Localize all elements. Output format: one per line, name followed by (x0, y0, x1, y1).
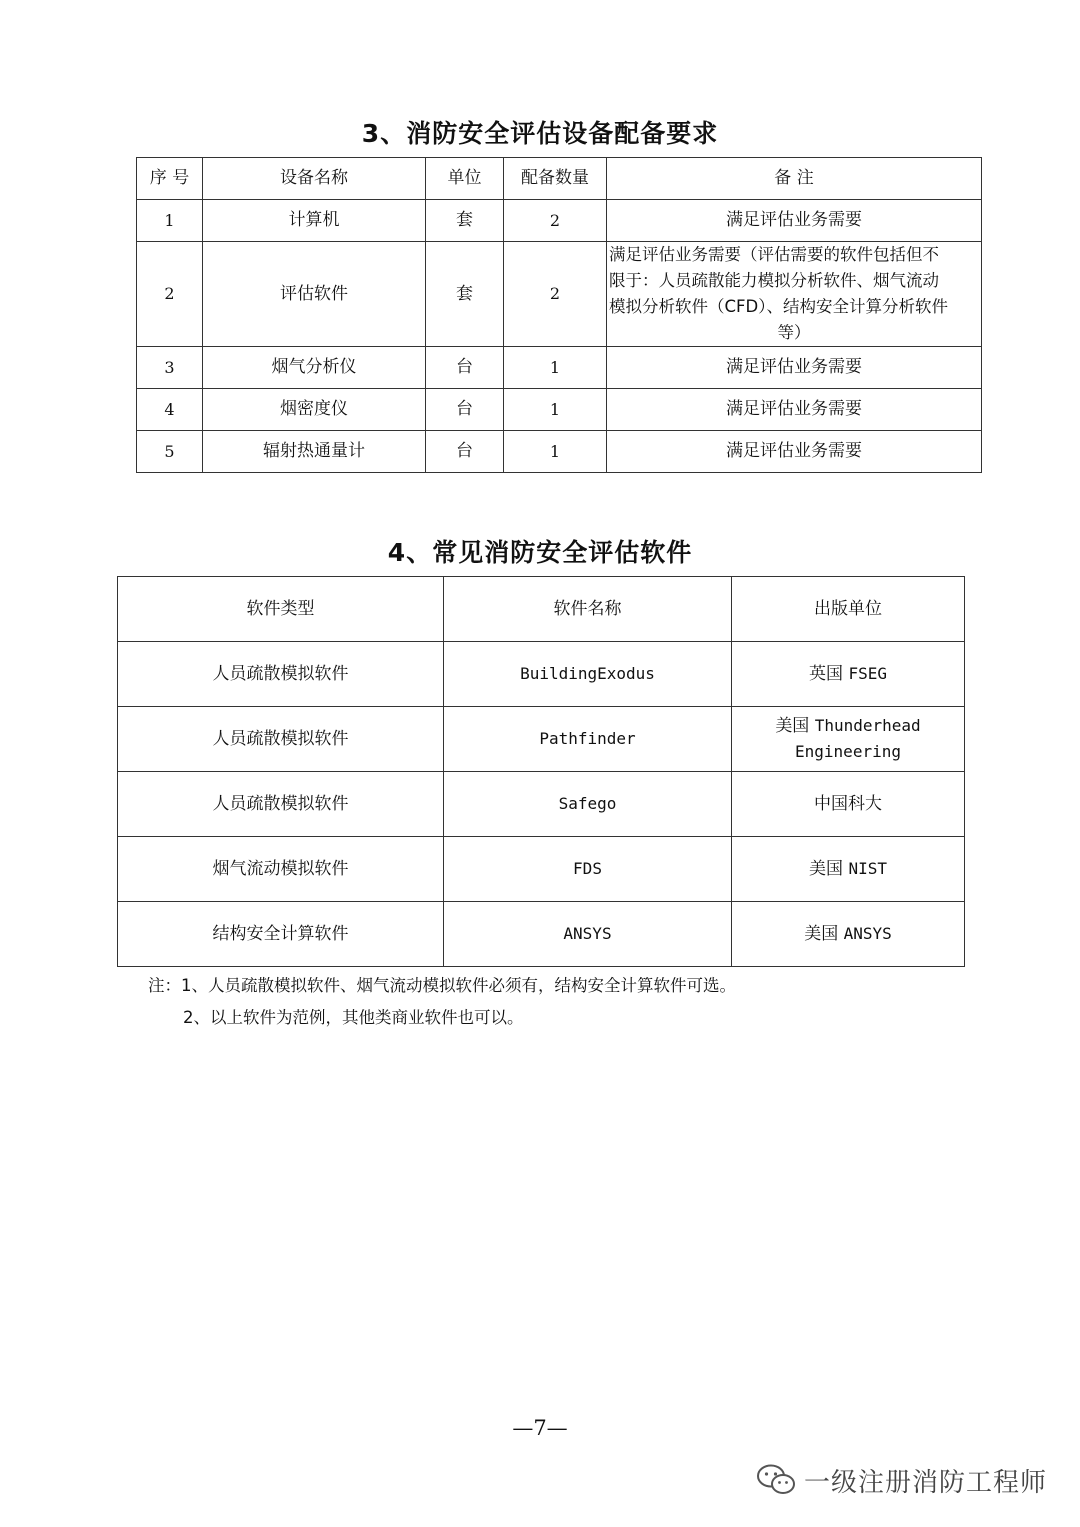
publisher-org: Thunderhead (814, 716, 921, 735)
cell-software-type: 结构安全计算软件 (118, 902, 444, 967)
cell-software-name: Safego (444, 772, 732, 837)
cell-no: 2 (137, 242, 203, 347)
cell-publisher (732, 837, 965, 902)
table-row (118, 837, 965, 902)
header-remark: 备 注 (607, 158, 982, 200)
header-device-name: 设备名称 (203, 158, 426, 200)
cell-unit: 台 (426, 389, 504, 431)
wechat-icon (756, 1463, 796, 1497)
remark-line: 等） (777, 323, 811, 342)
note-1: 注：1、人员疏散模拟软件、烟气流动模拟软件必须有，结构安全计算软件可选。 (148, 976, 736, 995)
watermark-text: 一级注册消防工程师 (804, 1467, 1048, 1498)
cell-no: 3 (137, 347, 203, 389)
publisher-org: ANSYS (843, 923, 892, 943)
cell-software-name: FDS (444, 837, 732, 902)
header-unit: 单位 (426, 158, 504, 200)
cell-quantity: 2 (504, 242, 607, 347)
cell-remark (607, 242, 982, 347)
publisher-country: 中国科大 (814, 793, 882, 814)
table-row (118, 772, 965, 837)
table-row (137, 347, 982, 389)
cell-unit: 台 (426, 431, 504, 473)
note-2: 2、以上软件为范例，其他类商业软件也可以。 (183, 1008, 524, 1027)
publisher-country: 美国 (804, 923, 839, 944)
publisher-country: 美国 (809, 858, 844, 879)
section4-title: 4、常见消防安全评估软件 (387, 538, 693, 567)
table-row (118, 642, 965, 707)
publisher-org: NIST (848, 858, 887, 878)
watermark (756, 1460, 1047, 1500)
cell-software-name: Pathfinder (444, 707, 732, 772)
cell-unit: 套 (426, 200, 504, 242)
cell-remark: 满足评估业务需要 (607, 431, 982, 473)
page-number: —7— (512, 1416, 568, 1440)
cell-unit: 套 (426, 242, 504, 347)
cell-software-type: 烟气流动模拟软件 (118, 837, 444, 902)
table-row (118, 707, 965, 772)
table-header-row (137, 158, 982, 200)
header-software-type: 软件类型 (118, 577, 444, 642)
header-software-name: 软件名称 (444, 577, 732, 642)
table-row (137, 200, 982, 242)
header-quantity: 配备数量 (504, 158, 607, 200)
publisher-org: FSEG (848, 663, 887, 683)
cell-device-name: 计算机 (203, 200, 426, 242)
equipment-table (136, 157, 982, 473)
cell-device-name: 烟气分析仪 (203, 347, 426, 389)
cell-quantity: 2 (504, 200, 607, 242)
cell-quantity: 1 (504, 431, 607, 473)
publisher-country: 英国 (809, 663, 844, 684)
table-header-row (118, 577, 965, 642)
section3-title: 3、消防安全评估设备配备要求 (361, 119, 719, 148)
cell-software-type: 人员疏散模拟软件 (118, 772, 444, 837)
software-table (117, 576, 965, 967)
cell-software-name: ANSYS (444, 902, 732, 967)
remark-line: 模拟分析软件（CFD）、结构安全计算分析软件 (609, 297, 948, 316)
publisher-country: 美国 (775, 716, 810, 736)
cell-publisher (732, 772, 965, 837)
cell-software-name: BuildingExodus (444, 642, 732, 707)
cell-device-name: 辐射热通量计 (203, 431, 426, 473)
cell-no: 1 (137, 200, 203, 242)
cell-quantity: 1 (504, 389, 607, 431)
cell-remark: 满足评估业务需要 (607, 200, 982, 242)
table-row (137, 242, 982, 347)
cell-software-type: 人员疏散模拟软件 (118, 642, 444, 707)
cell-no: 4 (137, 389, 203, 431)
remark-line: 满足评估业务需要（评估需要的软件包括但不 (609, 245, 939, 264)
cell-quantity: 1 (504, 347, 607, 389)
publisher-org-line2: Engineering (795, 742, 901, 761)
cell-remark: 满足评估业务需要 (607, 347, 982, 389)
cell-software-type: 人员疏散模拟软件 (118, 707, 444, 772)
header-publisher: 出版单位 (732, 577, 965, 642)
cell-publisher (732, 642, 965, 707)
table-row (118, 902, 965, 967)
cell-publisher (732, 902, 965, 967)
table-row (137, 431, 982, 473)
cell-no: 5 (137, 431, 203, 473)
cell-device-name: 烟密度仪 (203, 389, 426, 431)
cell-remark: 满足评估业务需要 (607, 389, 982, 431)
table-row (137, 389, 982, 431)
cell-publisher (732, 707, 965, 772)
cell-unit: 台 (426, 347, 504, 389)
cell-device-name: 评估软件 (203, 242, 426, 347)
remark-line: 限于：人员疏散能力模拟分析软件、烟气流动 (609, 271, 939, 290)
header-no: 序 号 (137, 158, 203, 200)
